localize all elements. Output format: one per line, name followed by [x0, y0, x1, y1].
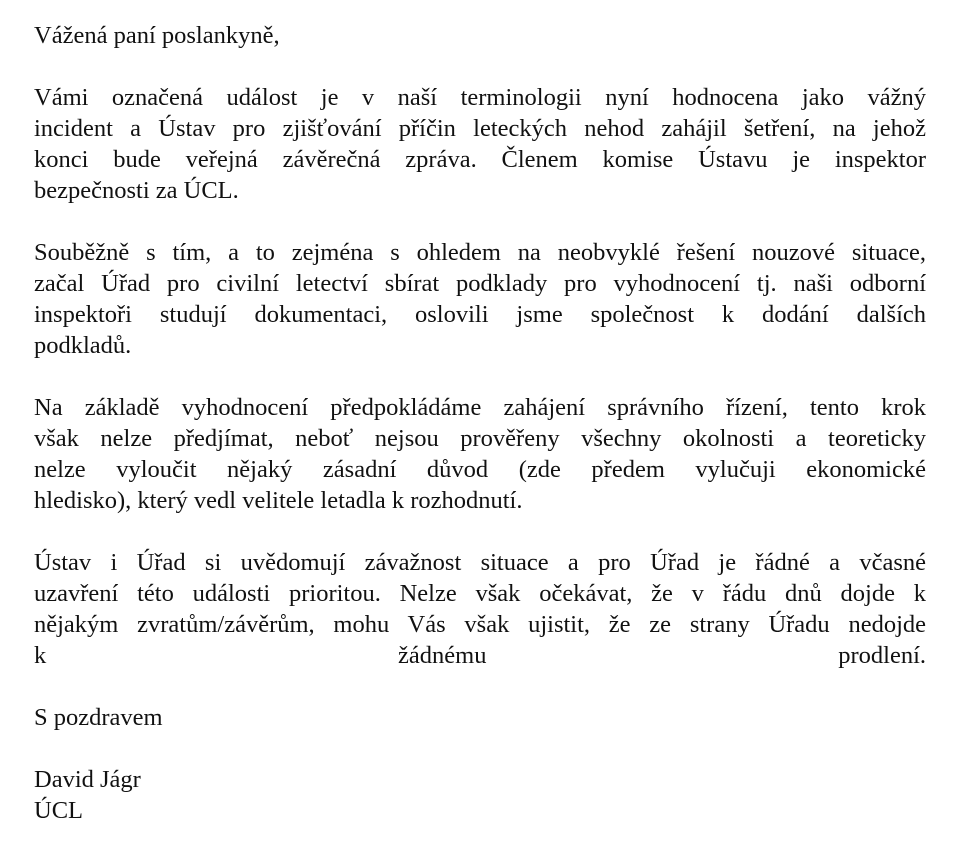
paragraph-line: inspektoři studují dokumentaci, oslovili jsme společnost k dodání dalších — [34, 301, 926, 328]
paragraph-line: začal Úřad pro civilní letectví sbírat podklady pro vyhodnocení tj. naši odborní — [34, 270, 926, 297]
paragraph-1 — [34, 82, 926, 206]
paragraph-line: Na základě vyhodnocení předpokládáme zahájení správního řízení, tento krok — [34, 394, 926, 421]
paragraph-line: nelze vyloučit nějaký zásadní důvod (zde předem vylučuji ekonomické — [34, 456, 926, 483]
paragraph-line: Vámi označená událost je v naší terminologii nyní hodnocena jako vážný — [34, 84, 926, 111]
paragraph-line: k žádnému prodlení. — [34, 642, 926, 669]
paragraph-line: podkladů. — [34, 332, 132, 359]
paragraph-line: hledisko), který vedl velitele letadla k rozhodnutí. — [34, 487, 523, 514]
paragraph-line: nějakým zvratům/závěrům, mohu Vás však ujistit, že ze strany Úřadu nedojde — [34, 611, 926, 638]
paragraph-line: uzavření této události prioritou. Nelze však očekávat, že v řádu dnů dojde k — [34, 580, 926, 607]
paragraph-line: Ústav i Úřad si uvědomují závažnost situace a pro Úřad je řádné a včasné — [34, 549, 926, 576]
signature-organization: ÚCL — [34, 797, 83, 824]
paragraph-line: konci bude veřejná závěrečná zpráva. Členem komise Ústavu je inspektor — [34, 146, 926, 173]
paragraph-line: incident a Ústav pro zjišťování příčin leteckých nehod zahájil šetření, na jehož — [34, 115, 926, 142]
paragraph-2 — [34, 237, 926, 361]
paragraph-line: bezpečnosti za ÚCL. — [34, 177, 239, 204]
paragraph-3 — [34, 392, 926, 516]
paragraph-line: Souběžně s tím, a to zejména s ohledem na neobvyklé řešení nouzové situace, — [34, 239, 926, 266]
letter-greeting: Vážená paní poslankyně, — [34, 22, 280, 49]
letter — [34, 20, 926, 826]
letter-closing: S pozdravem — [34, 704, 163, 731]
signature-name: David Jágr — [34, 766, 141, 793]
paragraph-line: však nelze předjímat, neboť nejsou prověřeny všechny okolnosti a teoreticky — [34, 425, 926, 452]
paragraph-4 — [34, 547, 926, 671]
